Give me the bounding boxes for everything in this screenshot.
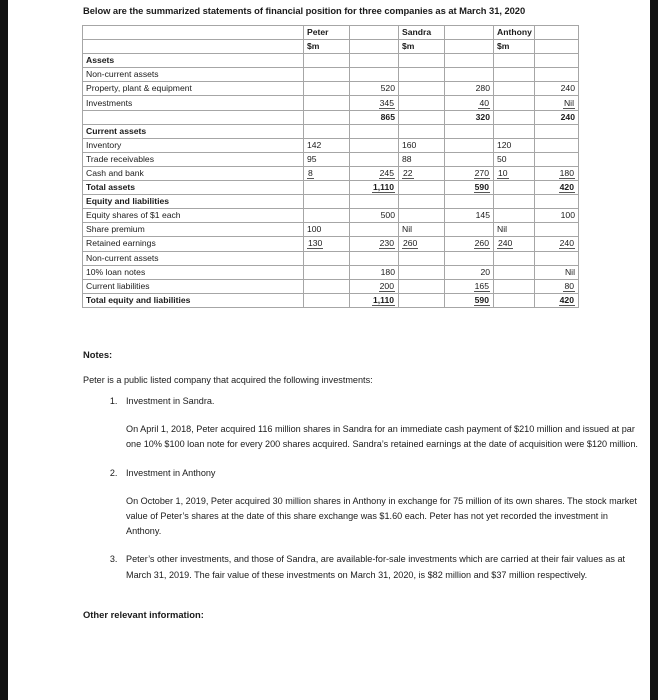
cell-peter-total: 345 [350, 96, 399, 110]
financial-table-body [83, 54, 579, 308]
row-label: Equity shares of $1 each [83, 209, 304, 223]
unit-cell-sandra-spacer [445, 40, 494, 54]
notes-intro: Peter is a public listed company that acquired the following investments: [83, 375, 373, 385]
row-label: Retained earnings [83, 237, 304, 251]
cell-anthony-sub [494, 124, 535, 138]
cell-anthony-total: Nil [535, 96, 579, 110]
cell-anthony-sub [494, 82, 535, 96]
cell-peter-total: 1,110 [350, 293, 399, 307]
cell-sandra-sub [399, 110, 445, 124]
cell-peter-total [350, 54, 399, 68]
cell-anthony-total: 100 [535, 209, 579, 223]
cell-sandra-total: 40 [445, 96, 494, 110]
table-row [83, 124, 579, 138]
row-label: Non-current assets [83, 68, 304, 82]
cell-peter-total: 1,110 [350, 181, 399, 195]
table-row [83, 223, 579, 237]
cell-sandra-sub [399, 124, 445, 138]
cell-anthony-total: 80 [535, 279, 579, 293]
table-unit-row [83, 40, 579, 54]
financial-position-table [82, 25, 579, 308]
cell-anthony-total: 240 [535, 237, 579, 251]
cell-peter-total: 865 [350, 110, 399, 124]
header-cell-sandra-spacer [445, 26, 494, 40]
note-body: On April 1, 2018, Peter acquired 116 million shares in Sandra for an immediate cash payment of $210 million and issued at par one 10% $100 loan note for every 200 shares acquired. Sandra’s retained earnings at the date of acquisition were $120 million. [126, 424, 638, 450]
cell-sandra-sub: 22 [399, 166, 445, 180]
cell-sandra-sub [399, 279, 445, 293]
cell-sandra-sub: 260 [399, 237, 445, 251]
cell-sandra-total [445, 195, 494, 209]
other-info-heading: Other relevant information: [83, 609, 204, 620]
row-label: 10% loan notes [83, 265, 304, 279]
cell-sandra-sub [399, 68, 445, 82]
page-title: Below are the summarized statements of financial position for three companies as at March 31, 2020 [83, 5, 526, 16]
table-row [83, 82, 579, 96]
cell-peter-sub: 8 [304, 166, 350, 180]
cell-anthony-total [535, 152, 579, 166]
scan-edge-left [0, 0, 8, 700]
cell-anthony-total: Nil [535, 265, 579, 279]
table-row [83, 251, 579, 265]
cell-anthony-total [535, 54, 579, 68]
cell-sandra-sub: 160 [399, 138, 445, 152]
cell-peter-sub: 130 [304, 237, 350, 251]
cell-sandra-sub [399, 96, 445, 110]
unit-cell-sandra: $m [399, 40, 445, 54]
cell-peter-total: 245 [350, 166, 399, 180]
cell-anthony-sub [494, 110, 535, 124]
header-cell-anthony: Anthony [494, 26, 535, 40]
cell-anthony-sub: Nil [494, 223, 535, 237]
cell-sandra-total [445, 124, 494, 138]
cell-anthony-total [535, 195, 579, 209]
cell-anthony-sub [494, 54, 535, 68]
cell-peter-sub [304, 265, 350, 279]
cell-sandra-sub [399, 251, 445, 265]
row-label: Total assets [83, 181, 304, 195]
cell-anthony-sub [494, 96, 535, 110]
table-row [83, 110, 579, 124]
cell-sandra-total: 320 [445, 110, 494, 124]
unit-cell-anthony: $m [494, 40, 535, 54]
unit-cell-blank [83, 40, 304, 54]
row-label: Equity and liabilities [83, 195, 304, 209]
cell-anthony-total [535, 68, 579, 82]
cell-sandra-total: 165 [445, 279, 494, 293]
row-label: Assets [83, 54, 304, 68]
cell-anthony-total: 240 [535, 82, 579, 96]
cell-anthony-total: 420 [535, 293, 579, 307]
cell-anthony-total [535, 251, 579, 265]
cell-sandra-sub: Nil [399, 223, 445, 237]
cell-anthony-total [535, 223, 579, 237]
unit-cell-peter: $m [304, 40, 350, 54]
table-row [83, 68, 579, 82]
cell-anthony-total: 420 [535, 181, 579, 195]
table-row [83, 237, 579, 251]
cell-anthony-sub [494, 265, 535, 279]
cell-peter-sub [304, 251, 350, 265]
row-label: Investments [83, 96, 304, 110]
table-row [83, 138, 579, 152]
cell-peter-sub: 100 [304, 223, 350, 237]
table-row [83, 166, 579, 180]
cell-sandra-sub [399, 54, 445, 68]
header-cell-anthony-spacer [535, 26, 579, 40]
cell-anthony-sub [494, 181, 535, 195]
note-item [120, 394, 640, 453]
cell-sandra-total [445, 54, 494, 68]
cell-sandra-total [445, 251, 494, 265]
row-label: Current assets [83, 124, 304, 138]
cell-peter-total [350, 68, 399, 82]
cell-sandra-total: 20 [445, 265, 494, 279]
cell-anthony-sub [494, 195, 535, 209]
note-item [120, 466, 640, 540]
table-row [83, 265, 579, 279]
cell-anthony-total: 180 [535, 166, 579, 180]
cell-anthony-total: 240 [535, 110, 579, 124]
notes-list [83, 394, 640, 583]
cell-sandra-total: 280 [445, 82, 494, 96]
cell-sandra-sub [399, 195, 445, 209]
header-cell-peter: Peter [304, 26, 350, 40]
cell-peter-total [350, 138, 399, 152]
table-row [83, 54, 579, 68]
cell-anthony-sub [494, 293, 535, 307]
cell-peter-sub [304, 68, 350, 82]
row-label: Trade receivables [83, 152, 304, 166]
cell-sandra-total: 590 [445, 293, 494, 307]
cell-peter-total [350, 152, 399, 166]
cell-peter-total [350, 223, 399, 237]
note-heading: 1. Investment in Sandra. [126, 396, 215, 406]
cell-peter-total: 500 [350, 209, 399, 223]
table-row [83, 152, 579, 166]
table-row [83, 96, 579, 110]
cell-sandra-sub [399, 181, 445, 195]
unit-cell-peter-spacer [350, 40, 399, 54]
cell-anthony-sub: 10 [494, 166, 535, 180]
note-body: On October 1, 2019, Peter acquired 30 million shares in Anthony in exchange for 75 million of its own shares. The stock market value of Peter’s shares at the date of this share exchange was $1.60 each. Peter has not yet recorded the investment in Anthony. [126, 495, 637, 537]
cell-peter-total [350, 195, 399, 209]
cell-peter-sub [304, 181, 350, 195]
cell-peter-sub: 142 [304, 138, 350, 152]
cell-peter-sub [304, 82, 350, 96]
cell-sandra-total: 260 [445, 237, 494, 251]
cell-anthony-sub [494, 279, 535, 293]
cell-peter-sub [304, 124, 350, 138]
cell-anthony-sub [494, 68, 535, 82]
header-cell-peter-spacer [350, 26, 399, 40]
cell-sandra-total: 270 [445, 166, 494, 180]
cell-peter-total: 200 [350, 279, 399, 293]
cell-anthony-total [535, 124, 579, 138]
cell-anthony-sub [494, 209, 535, 223]
cell-peter-total: 180 [350, 265, 399, 279]
cell-peter-total: 230 [350, 237, 399, 251]
header-cell-blank [83, 26, 304, 40]
row-label: Property, plant & equipment [83, 82, 304, 96]
row-label: Current liabilities [83, 279, 304, 293]
cell-sandra-total [445, 68, 494, 82]
cell-sandra-sub [399, 265, 445, 279]
cell-sandra-sub [399, 209, 445, 223]
cell-peter-sub [304, 110, 350, 124]
cell-anthony-sub [494, 251, 535, 265]
header-cell-sandra: Sandra [399, 26, 445, 40]
cell-sandra-sub [399, 82, 445, 96]
cell-peter-sub: 95 [304, 152, 350, 166]
cell-anthony-sub: 50 [494, 152, 535, 166]
table-row [83, 195, 579, 209]
table-row [83, 181, 579, 195]
row-label [83, 110, 304, 124]
cell-anthony-sub: 120 [494, 138, 535, 152]
document-page [8, 0, 650, 700]
cell-peter-sub [304, 293, 350, 307]
notes-heading: Notes: [83, 349, 113, 360]
cell-sandra-sub [399, 293, 445, 307]
cell-sandra-total: 590 [445, 181, 494, 195]
cell-anthony-sub: 240 [494, 237, 535, 251]
row-label: Total equity and liabilities [83, 293, 304, 307]
cell-peter-total [350, 124, 399, 138]
cell-peter-sub [304, 195, 350, 209]
table-row [83, 293, 579, 307]
table-row [83, 279, 579, 293]
note-item [120, 552, 640, 582]
cell-peter-sub [304, 54, 350, 68]
cell-sandra-total: 145 [445, 209, 494, 223]
table-row [83, 209, 579, 223]
cell-anthony-total [535, 138, 579, 152]
cell-sandra-sub: 88 [399, 152, 445, 166]
unit-cell-anthony-spacer [535, 40, 579, 54]
note-heading: 2. Investment in Anthony [126, 467, 216, 478]
cell-sandra-total [445, 152, 494, 166]
cell-peter-sub [304, 209, 350, 223]
cell-sandra-total [445, 138, 494, 152]
cell-peter-total [350, 251, 399, 265]
cell-sandra-total [445, 223, 494, 237]
cell-peter-sub [304, 96, 350, 110]
table-header-row [83, 26, 579, 40]
row-label: Cash and bank [83, 166, 304, 180]
scan-edge-right [650, 0, 658, 700]
cell-peter-total: 520 [350, 82, 399, 96]
row-label: Share premium [83, 223, 304, 237]
row-label: Non-current assets [83, 251, 304, 265]
cell-peter-sub [304, 279, 350, 293]
note-heading: 3. Peter’s other investments, and those of Sandra, are available-for-sale investments which are carried at their fair values as at March 31, 2019. The fair value of these investments on March 31, 2020, is $82 million and $37 million respectively. [126, 554, 626, 580]
row-label: Inventory [83, 138, 304, 152]
